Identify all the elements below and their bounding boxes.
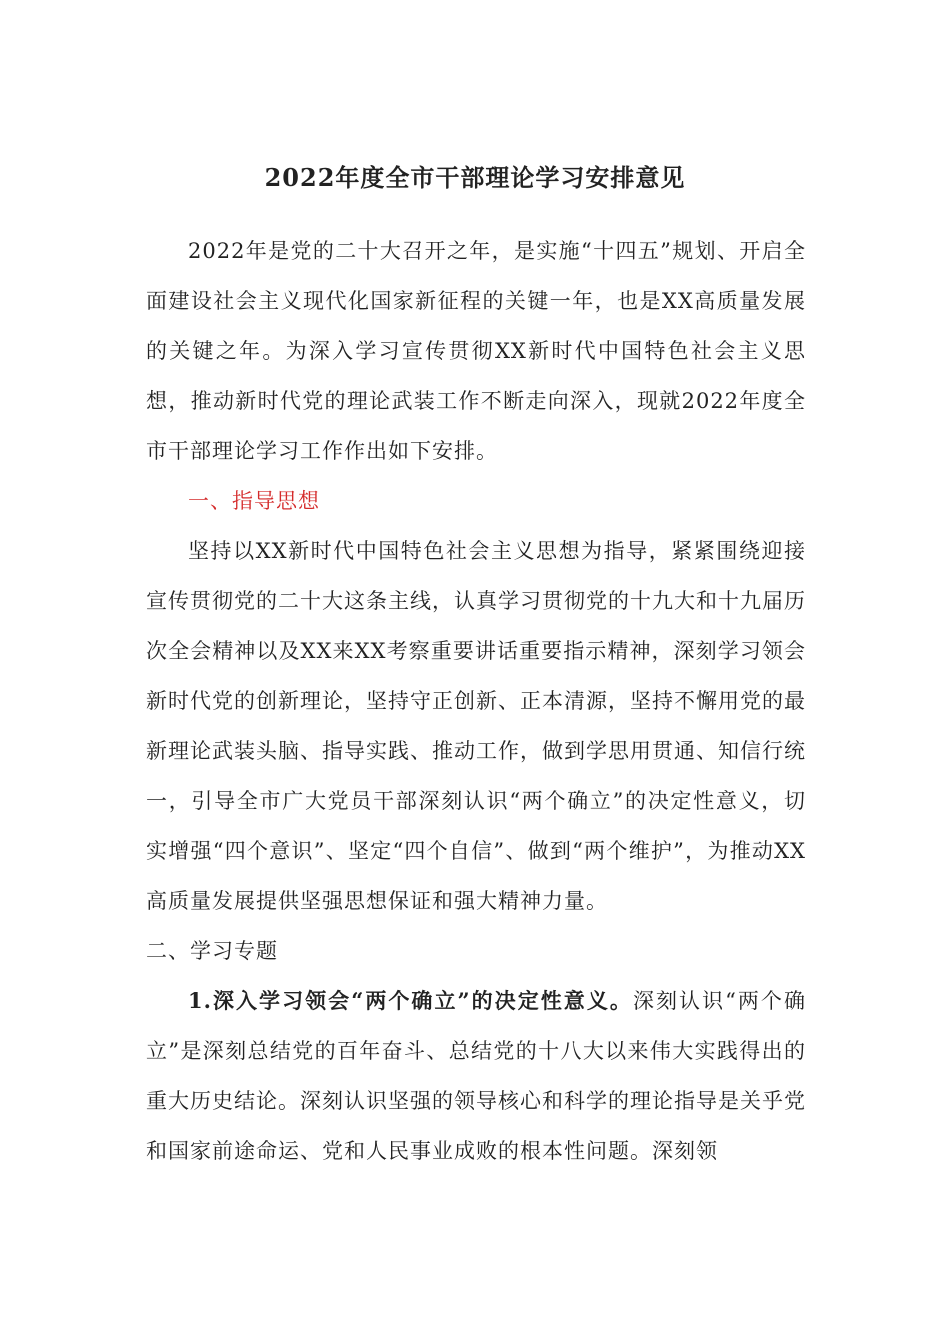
study-topic-item-1-lead: 1.深入学习领会“两个确立”的决定性意义。	[188, 988, 633, 1013]
section-heading-guiding-ideology: 一、指导思想	[188, 489, 320, 513]
intro-paragraph: 2022年是党的二十大召开之年，是实施“十四五”规划、开启全面建设社会主义现代化国家新征程的关键一年，也是XX高质量发展的关键之年。为深入学习宣传贯彻XX新时代中国特色社会主义思想，推动新时代党的理论武装工作不断走向深入，现就2022年度全市干部理论学习工作作出如下安排。	[146, 239, 806, 463]
document-title: 2022年度全市干部理论学习安排意见	[264, 163, 686, 192]
document-body	[146, 226, 806, 1176]
study-topic-item-1	[146, 976, 806, 1176]
section-heading-study-topics: 二、学习专题	[146, 939, 278, 963]
guiding-ideology-paragraph: 坚持以XX新时代中国特色社会主义思想为指导，紧紧围绕迎接宣传贯彻党的二十大这条主线，认真学习贯彻党的十九大和十九届历次全会精神以及XX来XX考察重要讲话重要指示精神，深刻学习领会新时代党的创新理论，坚持守正创新、正本清源，坚持不懈用党的最新理论武装头脑、指导实践、推动工作，做到学思用贯通、知信行统一，引导全市广大党员干部深刻认识“两个确立”的决定性意义，切实增强“四个意识”、坚定“四个自信”、做到“两个维护”，为推动XX高质量发展提供坚强思想保证和强大精神力量。	[146, 539, 806, 913]
study-topic-item-1-body: 深刻认识“两个确立”是深刻总结党的百年奋斗、总结党的十八大以来伟大实践得出的重大历史结论。深刻认识坚强的领导核心和科学的理论指导是关乎党和国家前途命运、党和人民事业成败的根本性问题。深刻领	[146, 989, 806, 1163]
